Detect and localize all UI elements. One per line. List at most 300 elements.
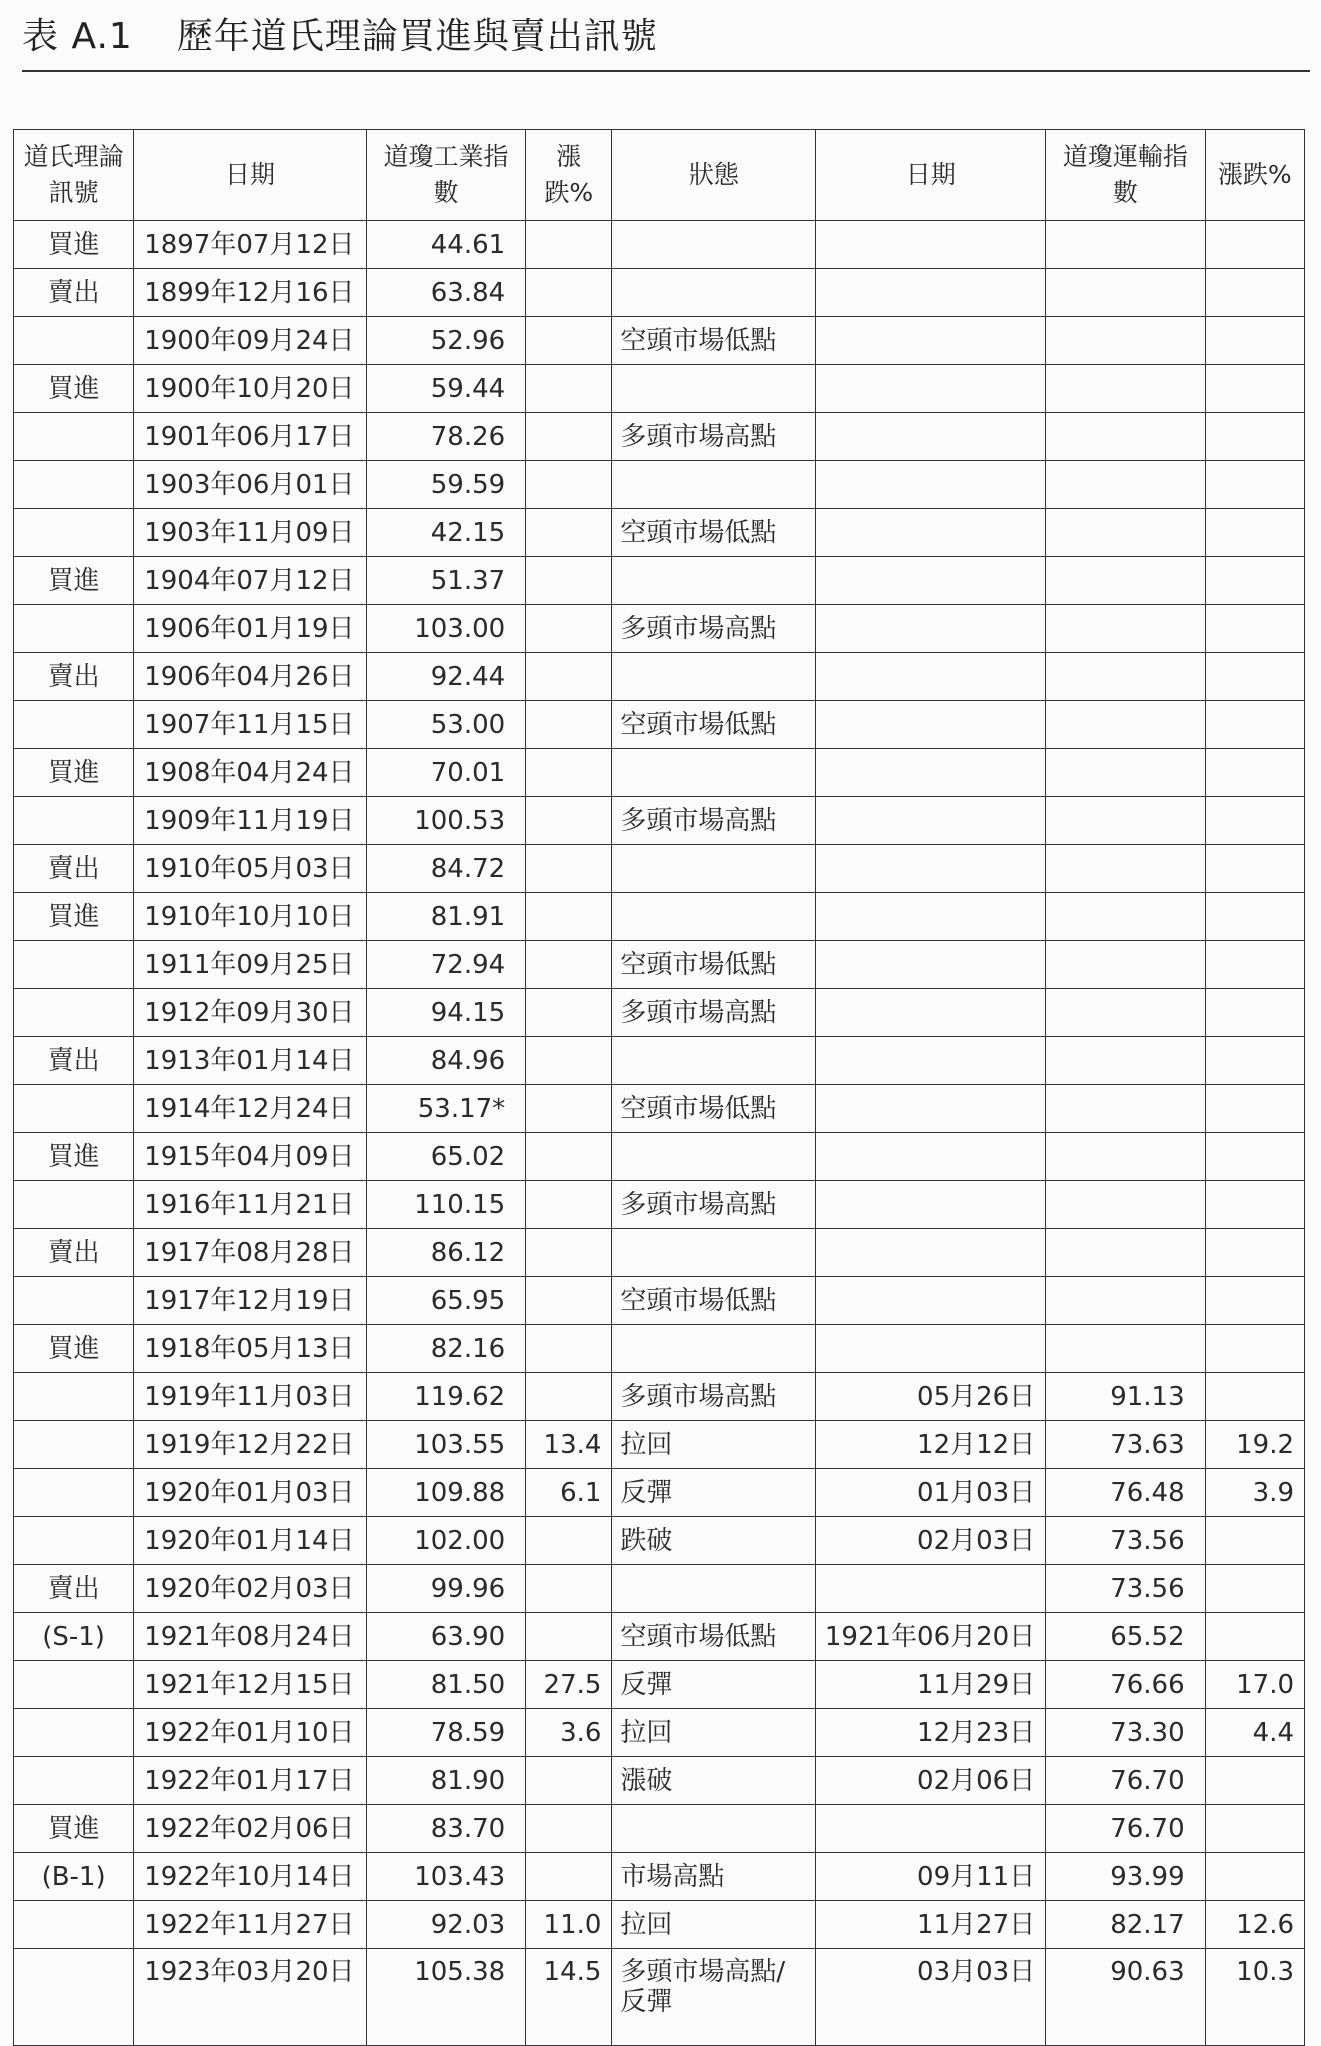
pct2-cell [1205, 1517, 1304, 1565]
date2-cell [816, 989, 1046, 1037]
pct2-cell [1205, 1037, 1304, 1085]
djta-cell [1046, 605, 1205, 653]
state-cell: 空頭市場低點 [612, 1613, 816, 1661]
date2-cell [816, 269, 1046, 317]
signal-cell: 買進 [14, 893, 134, 941]
date2-cell [816, 845, 1046, 893]
state-cell: 反彈 [612, 1661, 816, 1709]
state-cell [612, 1565, 816, 1613]
signal-cell: 買進 [14, 749, 134, 797]
header-signal: 道氏理論訊號 [14, 130, 134, 221]
state-cell: 市場高點 [612, 1853, 816, 1901]
pct-cell [526, 941, 612, 989]
date-cell: 1903年06月01日 [134, 461, 367, 509]
djta-cell [1046, 1277, 1205, 1325]
table-row [14, 1661, 1305, 1709]
signal-cell [14, 1709, 134, 1757]
djia-cell: 105.38 [366, 1949, 525, 2046]
state-cell: 拉回 [612, 1421, 816, 1469]
djia-cell: 100.53 [366, 797, 525, 845]
pct-cell: 11.0 [526, 1901, 612, 1949]
signal-cell [14, 317, 134, 365]
pct2-cell [1205, 1757, 1304, 1805]
djta-cell: 65.52 [1046, 1613, 1205, 1661]
djta-cell: 76.70 [1046, 1805, 1205, 1853]
pct-cell [526, 797, 612, 845]
header-djta: 道瓊運輸指數 [1046, 130, 1205, 221]
date-cell: 1920年01月14日 [134, 1517, 367, 1565]
pct2-cell [1205, 1325, 1304, 1373]
pct2-cell [1205, 749, 1304, 797]
date2-cell [816, 797, 1046, 845]
date-cell: 1901年06月17日 [134, 413, 367, 461]
state-cell: 跌破 [612, 1517, 816, 1565]
signal-cell [14, 1949, 134, 2046]
table-row [14, 1421, 1305, 1469]
date2-cell: 1921年06月20日 [816, 1613, 1046, 1661]
djta-cell [1046, 1181, 1205, 1229]
pct2-cell [1205, 1805, 1304, 1853]
signal-cell: 買進 [14, 1325, 134, 1373]
signal-cell [14, 941, 134, 989]
pct2-cell [1205, 941, 1304, 989]
state-cell [612, 749, 816, 797]
pct2-cell: 12.6 [1205, 1901, 1304, 1949]
table-row [14, 989, 1305, 1037]
state-cell: 多頭市場高點 [612, 797, 816, 845]
pct2-cell [1205, 317, 1304, 365]
pct-cell [526, 1613, 612, 1661]
state-cell: 拉回 [612, 1709, 816, 1757]
date-cell: 1904年07月12日 [134, 557, 367, 605]
signal-cell: (B-1) [14, 1853, 134, 1901]
date2-cell [816, 653, 1046, 701]
djta-cell [1046, 845, 1205, 893]
table-row [14, 1373, 1305, 1421]
djia-cell: 63.90 [366, 1613, 525, 1661]
table-row [14, 1565, 1305, 1613]
date2-cell: 05月26日 [816, 1373, 1046, 1421]
date-cell: 1906年01月19日 [134, 605, 367, 653]
date-cell: 1903年11月09日 [134, 509, 367, 557]
date-cell: 1906年04月26日 [134, 653, 367, 701]
djia-cell: 63.84 [366, 269, 525, 317]
table-row [14, 509, 1305, 557]
state-cell [612, 221, 816, 269]
djta-cell [1046, 797, 1205, 845]
date2-cell [816, 1805, 1046, 1853]
date2-cell [816, 461, 1046, 509]
djia-cell: 65.02 [366, 1133, 525, 1181]
signal-cell [14, 1181, 134, 1229]
djta-cell: 73.63 [1046, 1421, 1205, 1469]
djia-cell: 86.12 [366, 1229, 525, 1277]
state-cell [612, 845, 816, 893]
signal-cell [14, 605, 134, 653]
pct2-cell [1205, 461, 1304, 509]
pct-cell [526, 557, 612, 605]
date2-cell [816, 317, 1046, 365]
pct-cell [526, 269, 612, 317]
table-row [14, 797, 1305, 845]
pct-cell [526, 365, 612, 413]
pct2-cell: 3.9 [1205, 1469, 1304, 1517]
djta-cell: 73.56 [1046, 1517, 1205, 1565]
table-row [14, 1901, 1305, 1949]
pct2-cell [1205, 1565, 1304, 1613]
date2-cell [816, 365, 1046, 413]
djia-cell: 103.00 [366, 605, 525, 653]
pct-cell: 6.1 [526, 1469, 612, 1517]
state-cell: 多頭市場高點 [612, 1181, 816, 1229]
date-cell: 1919年12月22日 [134, 1421, 367, 1469]
date-cell: 1922年01月17日 [134, 1757, 367, 1805]
date-cell: 1922年11月27日 [134, 1901, 367, 1949]
signal-cell [14, 461, 134, 509]
state-cell: 空頭市場低點 [612, 317, 816, 365]
pct2-cell [1205, 893, 1304, 941]
djia-cell: 119.62 [366, 1373, 525, 1421]
table-row [14, 1709, 1305, 1757]
table-row [14, 749, 1305, 797]
date2-cell: 09月11日 [816, 1853, 1046, 1901]
signal-cell: 買進 [14, 1133, 134, 1181]
date-cell: 1910年05月03日 [134, 845, 367, 893]
djia-cell: 59.44 [366, 365, 525, 413]
table-row [14, 1853, 1305, 1901]
pct2-cell [1205, 1181, 1304, 1229]
djia-cell: 78.26 [366, 413, 525, 461]
date2-cell: 12月23日 [816, 1709, 1046, 1757]
table-row [14, 893, 1305, 941]
pct2-cell [1205, 509, 1304, 557]
state-cell: 多頭市場高點 [612, 413, 816, 461]
pct2-cell [1205, 989, 1304, 1037]
signal-cell: 賣出 [14, 1565, 134, 1613]
djia-cell: 53.17* [366, 1085, 525, 1133]
title-rule [22, 70, 1310, 72]
djta-cell [1046, 509, 1205, 557]
signal-cell [14, 1469, 134, 1517]
pct-cell [526, 653, 612, 701]
pct-cell: 14.5 [526, 1949, 612, 2046]
date-cell: 1920年02月03日 [134, 1565, 367, 1613]
state-cell: 多頭市場高點 [612, 1373, 816, 1421]
pct-cell: 27.5 [526, 1661, 612, 1709]
date-cell: 1900年10月20日 [134, 365, 367, 413]
signal-cell [14, 1661, 134, 1709]
djta-cell: 76.66 [1046, 1661, 1205, 1709]
date2-cell: 01月03日 [816, 1469, 1046, 1517]
djta-cell [1046, 557, 1205, 605]
pct-cell [526, 1277, 612, 1325]
djia-cell: 65.95 [366, 1277, 525, 1325]
date2-cell: 12月12日 [816, 1421, 1046, 1469]
state-cell: 空頭市場低點 [612, 1085, 816, 1133]
signal-cell: 買進 [14, 1805, 134, 1853]
signal-cell: 賣出 [14, 1037, 134, 1085]
header-djia: 道瓊工業指數 [366, 130, 525, 221]
djia-cell: 94.15 [366, 989, 525, 1037]
pct-cell [526, 701, 612, 749]
date2-cell [816, 1325, 1046, 1373]
djia-cell: 70.01 [366, 749, 525, 797]
state-cell: 空頭市場低點 [612, 509, 816, 557]
date-cell: 1921年12月15日 [134, 1661, 367, 1709]
state-cell [612, 269, 816, 317]
pct-cell [526, 1805, 612, 1853]
pct2-cell [1205, 1133, 1304, 1181]
djia-cell: 109.88 [366, 1469, 525, 1517]
date-cell: 1907年11月15日 [134, 701, 367, 749]
djta-cell: 91.13 [1046, 1373, 1205, 1421]
pct2-cell [1205, 557, 1304, 605]
pct2-cell: 19.2 [1205, 1421, 1304, 1469]
table-row [14, 269, 1305, 317]
djta-cell: 90.63 [1046, 1949, 1205, 2046]
djia-cell: 82.16 [366, 1325, 525, 1373]
state-cell: 多頭市場高點/反彈 [612, 1949, 816, 2046]
table-row [14, 365, 1305, 413]
pct-cell: 13.4 [526, 1421, 612, 1469]
state-cell: 多頭市場高點 [612, 605, 816, 653]
date-cell: 1922年01月10日 [134, 1709, 367, 1757]
state-cell [612, 893, 816, 941]
djia-cell: 81.50 [366, 1661, 525, 1709]
date2-cell [816, 1133, 1046, 1181]
djia-cell: 83.70 [366, 1805, 525, 1853]
djia-cell: 81.90 [366, 1757, 525, 1805]
header-date2: 日期 [816, 130, 1046, 221]
state-cell: 反彈 [612, 1469, 816, 1517]
djia-cell: 52.96 [366, 317, 525, 365]
pct2-cell [1205, 1613, 1304, 1661]
date-cell: 1923年03月20日 [134, 1949, 367, 2046]
pct2-cell [1205, 1085, 1304, 1133]
pct-cell [526, 1037, 612, 1085]
djia-cell: 84.96 [366, 1037, 525, 1085]
state-cell: 拉回 [612, 1901, 816, 1949]
header-pct2: 漲跌% [1205, 130, 1304, 221]
djia-cell: 72.94 [366, 941, 525, 989]
table-row [14, 1277, 1305, 1325]
djia-cell: 103.55 [366, 1421, 525, 1469]
signal-cell: 賣出 [14, 845, 134, 893]
djia-cell: 81.91 [366, 893, 525, 941]
pct-cell [526, 1373, 612, 1421]
date2-cell [816, 1229, 1046, 1277]
djta-cell: 73.30 [1046, 1709, 1205, 1757]
pct2-cell [1205, 605, 1304, 653]
pct-cell [526, 605, 612, 653]
signal-cell [14, 1901, 134, 1949]
signals-table [13, 129, 1305, 2046]
djia-cell: 102.00 [366, 1517, 525, 1565]
djta-cell [1046, 269, 1205, 317]
djia-cell: 110.15 [366, 1181, 525, 1229]
date2-cell: 11月29日 [816, 1661, 1046, 1709]
date2-cell [816, 605, 1046, 653]
date-cell: 1919年11月03日 [134, 1373, 367, 1421]
state-cell [612, 461, 816, 509]
pct2-cell [1205, 269, 1304, 317]
djta-cell [1046, 317, 1205, 365]
date2-cell: 02月03日 [816, 1517, 1046, 1565]
signal-cell [14, 413, 134, 461]
date2-cell [816, 1565, 1046, 1613]
table-row [14, 1181, 1305, 1229]
signal-cell [14, 1277, 134, 1325]
pct2-cell [1205, 413, 1304, 461]
table-row [14, 701, 1305, 749]
state-cell [612, 1133, 816, 1181]
djia-cell: 84.72 [366, 845, 525, 893]
header-pct: 漲跌% [526, 130, 612, 221]
djta-cell [1046, 413, 1205, 461]
date-cell: 1914年12月24日 [134, 1085, 367, 1133]
pct2-cell: 17.0 [1205, 1661, 1304, 1709]
date2-cell [816, 557, 1046, 605]
signal-cell: 賣出 [14, 653, 134, 701]
date2-cell [816, 893, 1046, 941]
djta-cell: 93.99 [1046, 1853, 1205, 1901]
table-row [14, 413, 1305, 461]
state-cell: 空頭市場低點 [612, 1277, 816, 1325]
pct2-cell [1205, 653, 1304, 701]
state-cell [612, 1037, 816, 1085]
table-row [14, 1949, 1305, 2046]
djta-cell: 76.70 [1046, 1757, 1205, 1805]
table-row [14, 1613, 1305, 1661]
table-row [14, 221, 1305, 269]
date-cell: 1911年09月25日 [134, 941, 367, 989]
date-cell: 1912年09月30日 [134, 989, 367, 1037]
pct-cell [526, 749, 612, 797]
pct2-cell [1205, 1853, 1304, 1901]
djta-cell [1046, 893, 1205, 941]
djta-cell [1046, 221, 1205, 269]
djia-cell: 78.59 [366, 1709, 525, 1757]
table-row [14, 845, 1305, 893]
signal-cell: 賣出 [14, 1229, 134, 1277]
signal-cell [14, 1517, 134, 1565]
signal-cell [14, 1757, 134, 1805]
table-row [14, 1133, 1305, 1181]
pct-cell [526, 221, 612, 269]
pct-cell: 3.6 [526, 1709, 612, 1757]
signal-cell [14, 509, 134, 557]
date-cell: 1922年10月14日 [134, 1853, 367, 1901]
djta-cell [1046, 1133, 1205, 1181]
pct-cell [526, 1565, 612, 1613]
table-row [14, 1517, 1305, 1565]
state-cell: 空頭市場低點 [612, 701, 816, 749]
table-id: 表 A.1 [22, 16, 133, 57]
djta-cell [1046, 1085, 1205, 1133]
pct2-cell: 4.4 [1205, 1709, 1304, 1757]
djta-cell [1046, 989, 1205, 1037]
state-cell [612, 653, 816, 701]
signal-cell: 賣出 [14, 269, 134, 317]
djta-cell: 73.56 [1046, 1565, 1205, 1613]
djia-cell: 92.44 [366, 653, 525, 701]
signal-cell: 買進 [14, 221, 134, 269]
date2-cell [816, 1037, 1046, 1085]
pct-cell [526, 461, 612, 509]
pct-cell [526, 845, 612, 893]
djia-cell: 92.03 [366, 1901, 525, 1949]
djta-cell [1046, 365, 1205, 413]
signal-cell [14, 989, 134, 1037]
pct-cell [526, 1085, 612, 1133]
state-cell: 多頭市場高點 [612, 989, 816, 1037]
date2-cell [816, 509, 1046, 557]
date-cell: 1917年08月28日 [134, 1229, 367, 1277]
pct-cell [526, 1181, 612, 1229]
date-cell: 1917年12月19日 [134, 1277, 367, 1325]
state-cell [612, 365, 816, 413]
date-cell: 1910年10月10日 [134, 893, 367, 941]
date-cell: 1918年05月13日 [134, 1325, 367, 1373]
date-cell: 1922年02月06日 [134, 1805, 367, 1853]
pct-cell [526, 1229, 612, 1277]
date-cell: 1899年12月16日 [134, 269, 367, 317]
pct-cell [526, 509, 612, 557]
date-cell: 1900年09月24日 [134, 317, 367, 365]
signal-cell: 買進 [14, 557, 134, 605]
date2-cell [816, 221, 1046, 269]
djia-cell: 44.61 [366, 221, 525, 269]
djta-cell [1046, 749, 1205, 797]
table-row [14, 461, 1305, 509]
djia-cell: 59.59 [366, 461, 525, 509]
table-row [14, 557, 1305, 605]
state-cell [612, 1325, 816, 1373]
table-body [14, 221, 1305, 2046]
pct2-cell [1205, 701, 1304, 749]
date-cell: 1915年04月09日 [134, 1133, 367, 1181]
pct-cell [526, 1133, 612, 1181]
header-date: 日期 [134, 130, 367, 221]
date-cell: 1921年08月24日 [134, 1613, 367, 1661]
date2-cell [816, 749, 1046, 797]
djta-cell [1046, 1037, 1205, 1085]
date-cell: 1916年11月21日 [134, 1181, 367, 1229]
djta-cell [1046, 701, 1205, 749]
pct-cell [526, 893, 612, 941]
header-row [14, 130, 1305, 221]
table-title: 歷年道氏理論買進與賣出訊號 [176, 16, 658, 57]
signal-cell [14, 701, 134, 749]
signal-cell: (S-1) [14, 1613, 134, 1661]
table-row [14, 1469, 1305, 1517]
page-title [22, 8, 658, 59]
table-row [14, 1325, 1305, 1373]
date-cell: 1909年11月19日 [134, 797, 367, 845]
date2-cell: 03月03日 [816, 1949, 1046, 2046]
djia-cell: 42.15 [366, 509, 525, 557]
signal-cell [14, 1421, 134, 1469]
pct-cell [526, 1517, 612, 1565]
table-row [14, 1085, 1305, 1133]
date-cell: 1897年07月12日 [134, 221, 367, 269]
djta-cell [1046, 653, 1205, 701]
table-row [14, 1229, 1305, 1277]
djia-cell: 53.00 [366, 701, 525, 749]
state-cell: 漲破 [612, 1757, 816, 1805]
djta-cell: 76.48 [1046, 1469, 1205, 1517]
pct2-cell [1205, 1373, 1304, 1421]
